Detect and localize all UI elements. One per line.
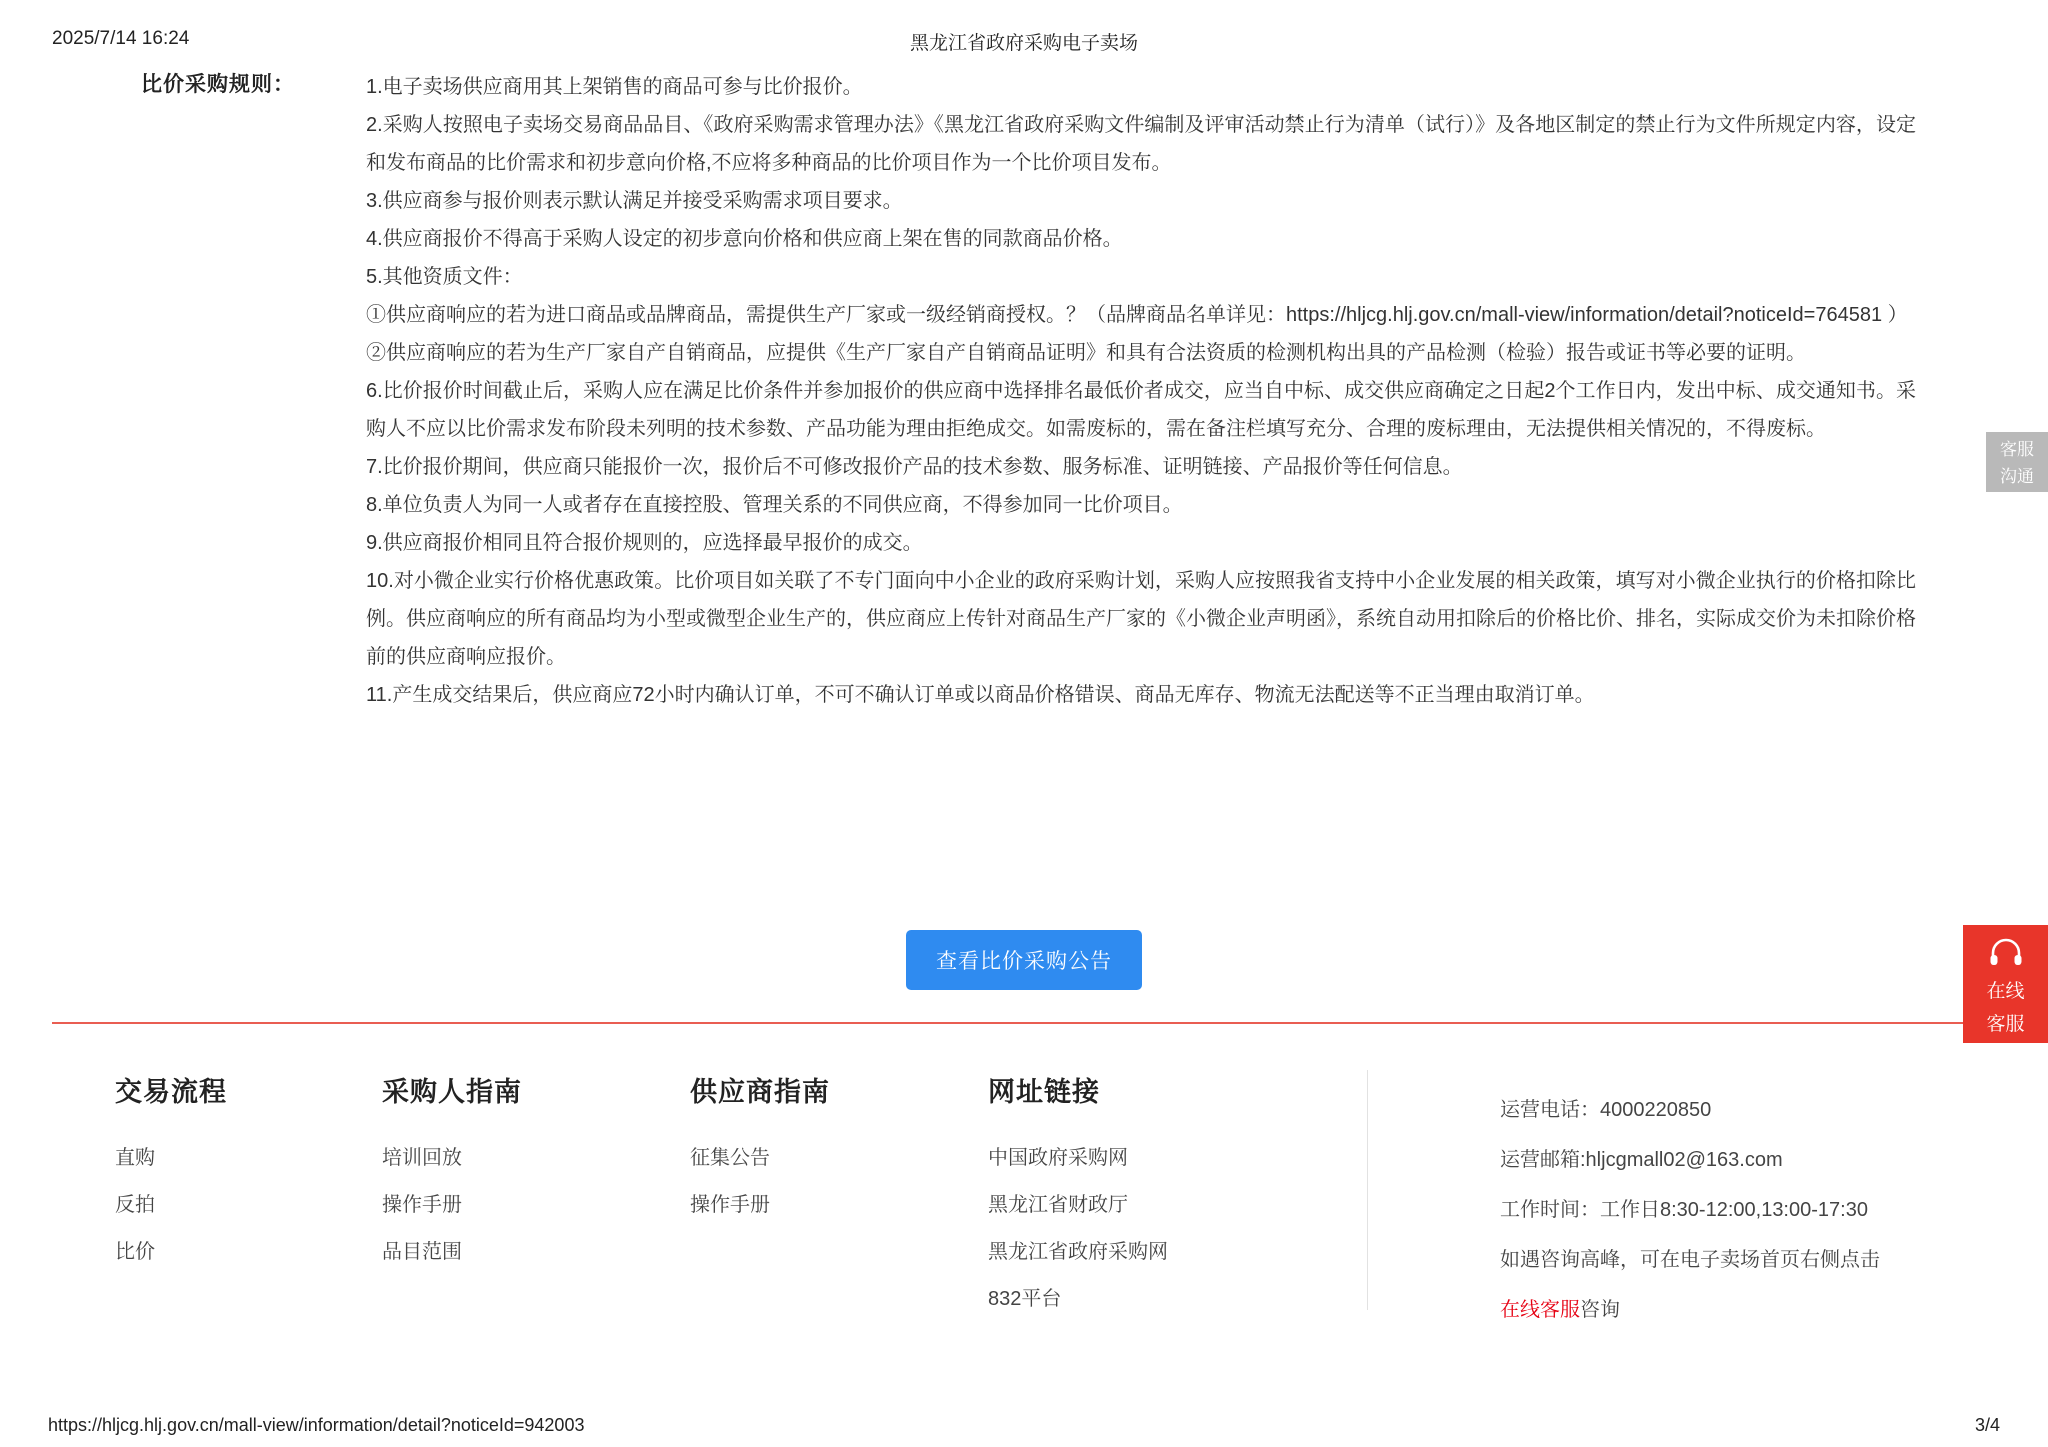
contact-phone: 运营电话：4000220850 (1500, 1099, 1712, 1121)
rule-item: 3.供应商参与报价则表示默认满足并接受采购需求项目要求。 (366, 190, 903, 212)
footer-link[interactable]: 征集公告 (690, 1147, 770, 1169)
rule-item: ②供应商响应的若为生产厂家自产自销商品，应提供《生产厂家自产自销商品证明》和具有合法资质的检测机构出具的产品检测（检验）报告或证书等必要的证明。 (366, 342, 1806, 364)
rule-item: 11.产生成交结果后，供应商应72小时内确认订单，不可不确认订单或以商品价格错误、商品无库存、物流无法配送等不正当理由取消订单。 (366, 684, 1595, 706)
site-title: 黑龙江省政府采购电子卖场 (909, 33, 1138, 54)
action-bar (0, 930, 2048, 990)
rule-item: 10.对小微企业实行价格优惠政策。比价项目如关联了不专门面向中小企业的政府采购计划，采购人应按照我省支持中小企业发展的相关政策，填写对小微企业执行的价格扣除比例。供应商响应的所有商品均为小型或微型企业生产的，供应商应上传针对商品生产厂家的《小微企业声明函》，系统自动用扣除后的价格比价、排名，实际成交价为未扣除价格前的供应商响应报价。 (366, 570, 1916, 668)
footer-link[interactable]: 比价 (115, 1241, 155, 1263)
print-date: 2025/7/14 16:24 (52, 28, 190, 49)
contact-note-second-line (1500, 1285, 1980, 1335)
rule-item: 7.比价报价期间，供应商只能报价一次，报价后不可修改报价产品的技术参数、服务标准、证明链接、产品报价等任何信息。 (366, 456, 1463, 478)
footer-column-title: 交易流程 (115, 1077, 227, 1107)
online-service-label-line1: 在线 (1986, 981, 2025, 1002)
footer-vertical-divider (1367, 1070, 1368, 1310)
footer-link[interactable]: 黑龙江省政府采购网 (988, 1241, 1168, 1263)
rule-item: 2.采购人按照电子卖场交易商品品目、《政府采购需求管理办法》《黑龙江省政府采购文件编制及评审活动禁止行为清单（试行）》及各地区制定的禁止行为文件所规定内容，设定和发布商品的比价需求和初步意向价格,不应将多种商品的比价项目作为一个比价项目发布。 (366, 114, 1916, 174)
rules-body (366, 68, 1916, 714)
contact-note-prefix: 如遇咨询高峰，可在电子卖场首页右侧点击 (1500, 1249, 1880, 1271)
footer-column-title: 网址链接 (988, 1077, 1100, 1107)
chat-widget-label-line1: 客服 (2000, 440, 2034, 459)
footer-link[interactable]: 操作手册 (690, 1194, 770, 1216)
footer-divider (52, 1022, 1996, 1024)
footer-link[interactable]: 品目范围 (382, 1241, 462, 1263)
headset-icon (1963, 938, 2048, 973)
online-service-widget[interactable] (1963, 925, 2048, 1043)
site-footer (0, 1050, 2048, 1330)
online-service-link[interactable]: 在线客服 (1500, 1299, 1580, 1321)
online-service-label-line2: 客服 (1986, 1014, 2025, 1035)
rule-item: 4.供应商报价不得高于采购人设定的初步意向价格和供应商上架在售的同款商品价格。 (366, 228, 1123, 250)
rule-item: 6.比价报价时间截止后，采购人应在满足比价条件并参加报价的供应商中选择排名最低价者成交，应当自中标、成交供应商确定之日起2个工作日内，发出中标、成交通知书。采购人不应以比价需求发布阶段未列明的技术参数、产品功能为理由拒绝成交。如需废标的，需在备注栏填写充分、合理的废标理由，无法提供相关情况的，不得废标。 (366, 380, 1916, 440)
print-header (0, 28, 2048, 52)
rule-item: 1.电子卖场供应商用其上架销售的商品可参与比价报价。 (366, 76, 863, 98)
footer-link[interactable]: 黑龙江省财政厅 (988, 1194, 1128, 1216)
contact-note-suffix: 咨询 (1580, 1299, 1620, 1321)
footer-link[interactable]: 反拍 (115, 1194, 155, 1216)
print-footer-page: 3/4 (1974, 1415, 2000, 1435)
footer-link[interactable]: 832平台 (988, 1288, 1062, 1310)
footer-link[interactable]: 操作手册 (382, 1194, 462, 1216)
rule-item: ①供应商响应的若为进口商品或品牌商品，需提供生产厂家或一级经销商授权。？（品牌商品名单详见：https://hljcg.hlj.gov.cn/mall-view/information/detail?noticeId=764581 ） (366, 304, 1908, 326)
contact-email: 运营邮箱:hljcgmall02@163.com (1500, 1149, 1783, 1171)
contact-info (1500, 1085, 1980, 1335)
rule-item: 8.单位负责人为同一人或者存在直接控股、管理关系的不同供应商，不得参加同一比价项目。 (366, 494, 1183, 516)
footer-column-supplier-guide (690, 1070, 830, 1229)
footer-column-title: 采购人指南 (382, 1077, 522, 1107)
print-footer-url: https://hljcg.hlj.gov.cn/mall-view/information/detail?noticeId=942003 (48, 1415, 585, 1435)
footer-link[interactable]: 培训回放 (382, 1147, 462, 1169)
contact-worktime: 工作时间：工作日8:30-12:00,13:00-17:30 (1500, 1199, 1868, 1221)
rules-title: 比价采购规则： (141, 73, 295, 96)
chat-widget-label-line2: 沟通 (2000, 467, 2034, 486)
chat-widget[interactable] (1986, 432, 2048, 492)
footer-link[interactable]: 中国政府采购网 (988, 1147, 1128, 1169)
footer-column-title: 供应商指南 (690, 1077, 830, 1107)
rule-item: 5.其他资质文件： (366, 266, 523, 288)
footer-column-website-links (988, 1070, 1168, 1323)
footer-column-buyer-guide (382, 1070, 522, 1276)
footer-link[interactable]: 直购 (115, 1147, 155, 1169)
view-notice-button[interactable]: 查看比价采购公告 (906, 930, 1142, 990)
rule-item: 9.供应商报价相同且符合报价规则的，应选择最早报价的成交。 (366, 532, 923, 554)
footer-column-transaction-flow (115, 1070, 227, 1276)
